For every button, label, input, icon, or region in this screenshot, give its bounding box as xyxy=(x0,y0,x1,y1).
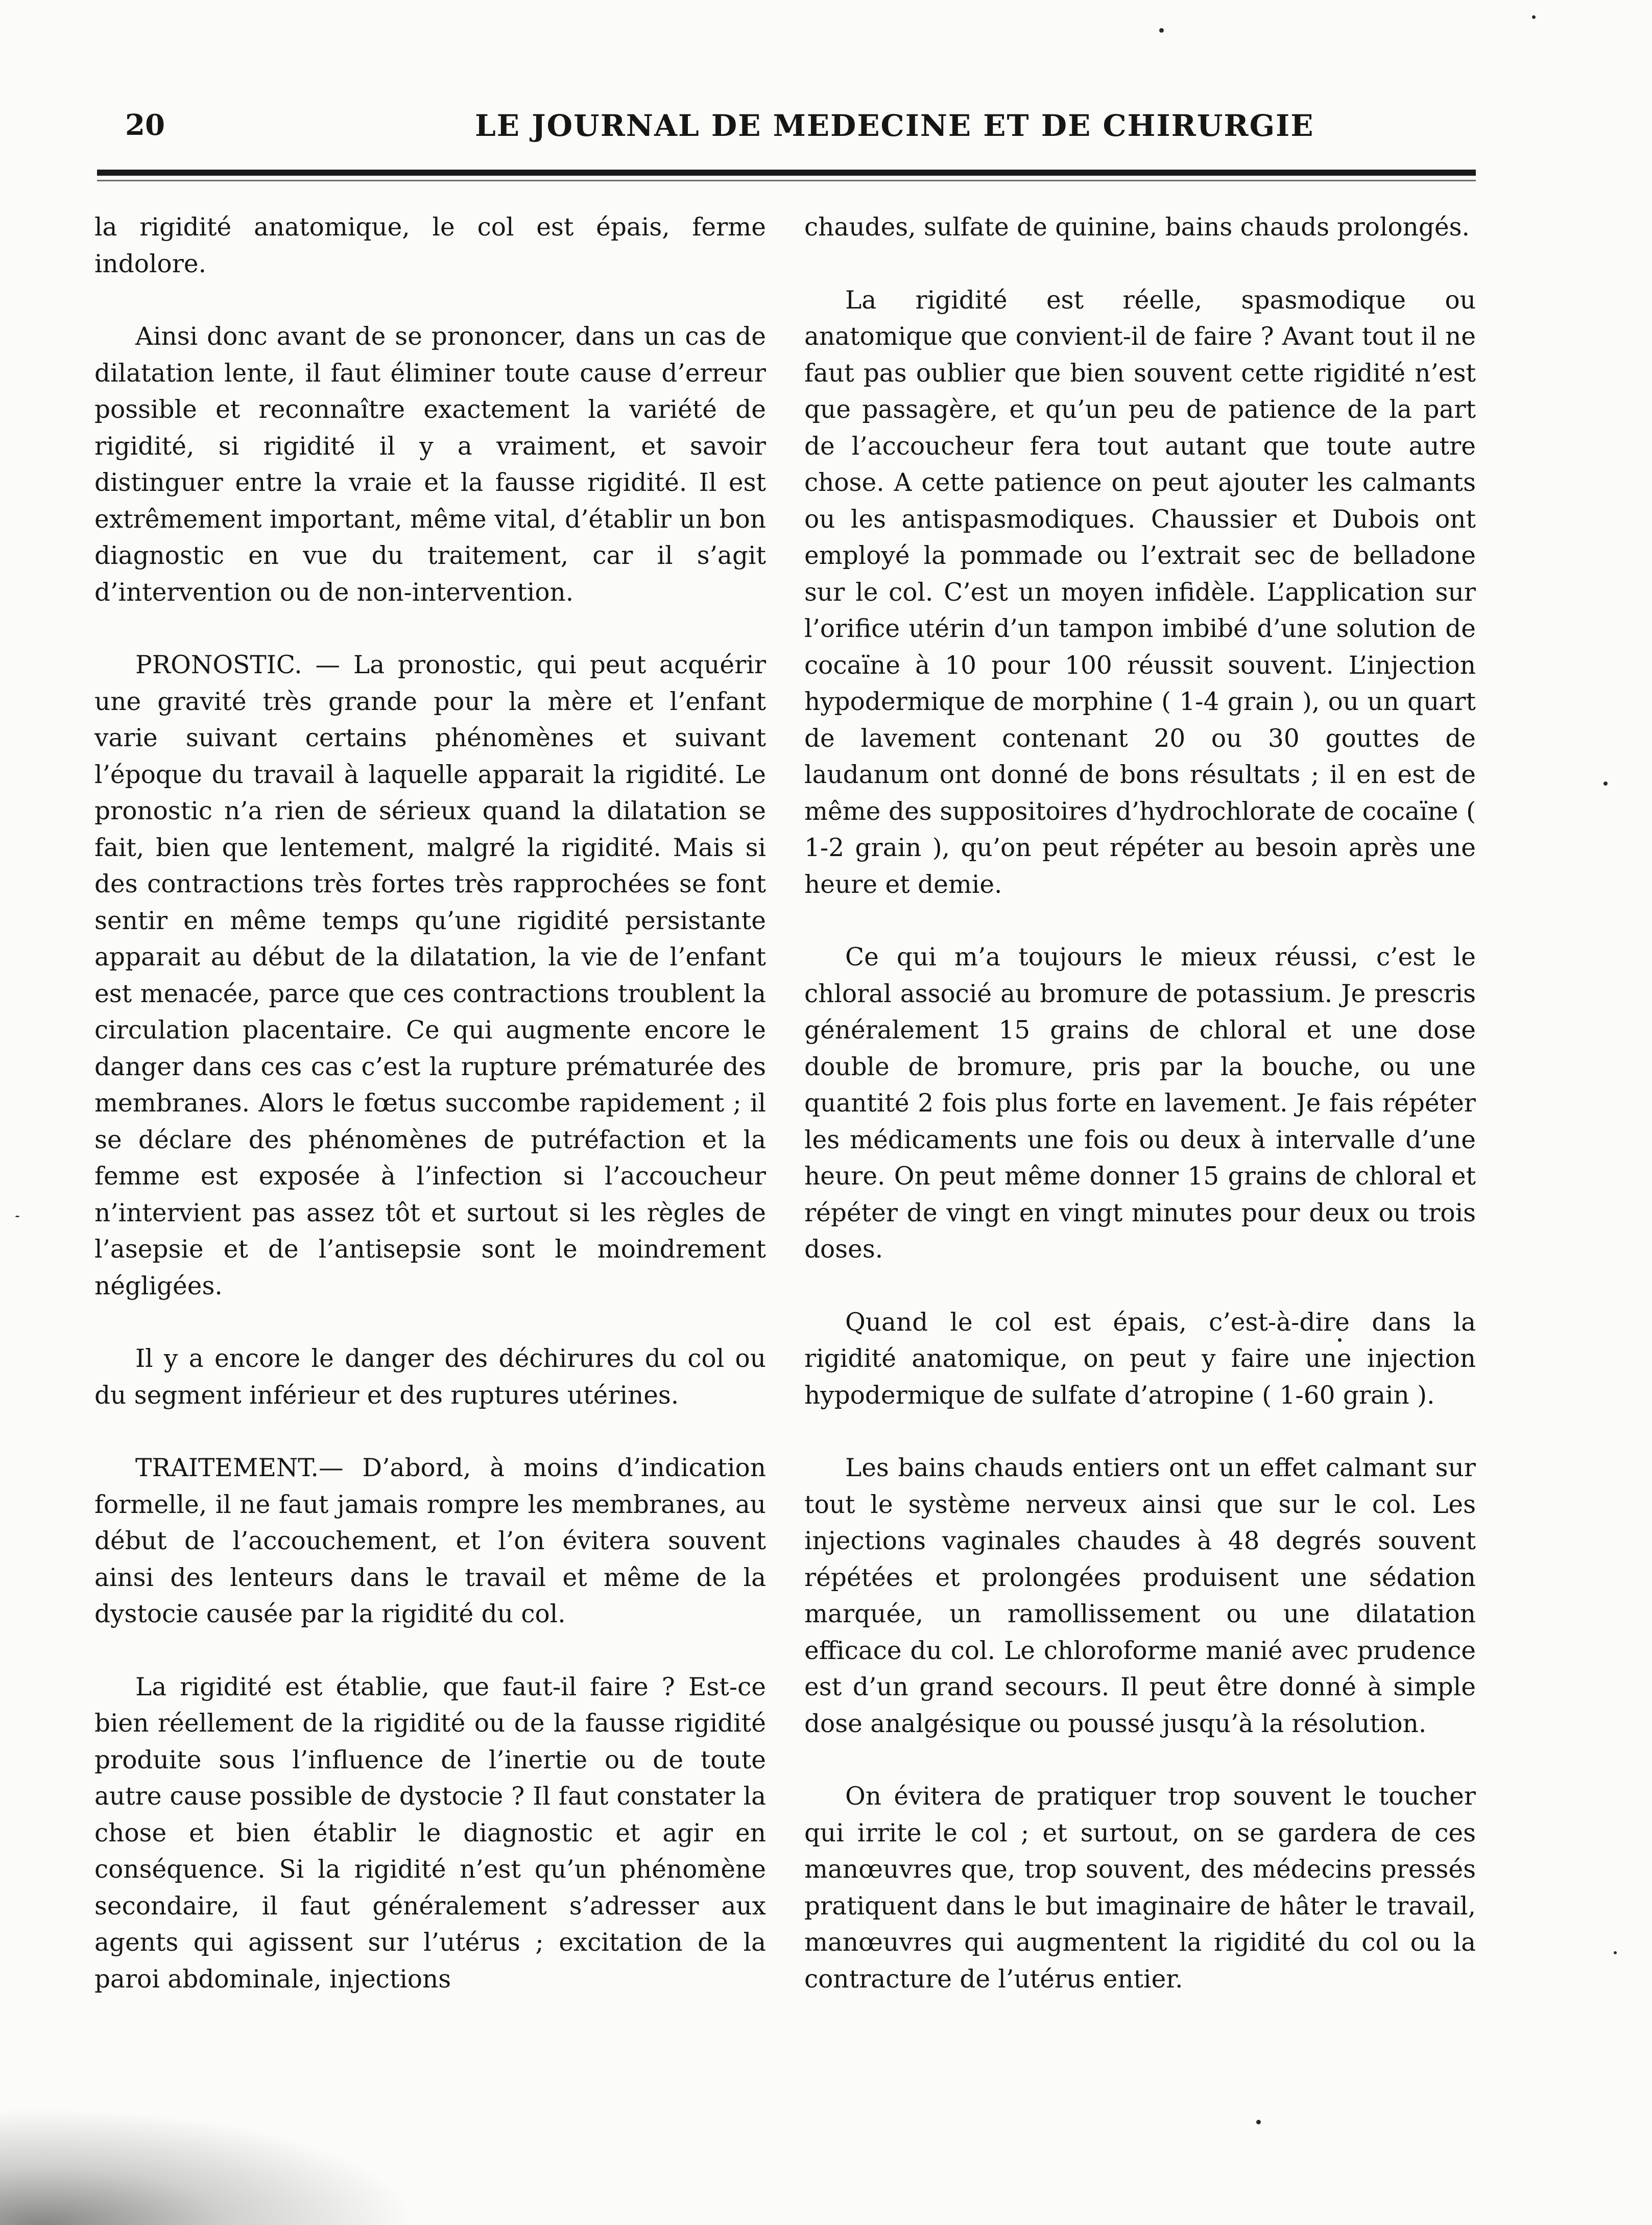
scan-speck xyxy=(1159,28,1164,33)
scan-speck xyxy=(1614,1951,1617,1954)
left-column xyxy=(94,209,766,1998)
right-paragraph-2: La rigidité est réelle, spasmodique ou anatomique que convient-il de faire ? Avant tout il ne faut pas oublier que bien souvent cette rigidité n’est que passagère, et qu’un peu de patience de la part de l’accoucheur fera tout autant que toute autre chose. A cette patience on peut ajouter les calmants ou les antispasmodiques. Chaussier et Dubois ont employé la pommade ou l’extrait sec de belladone sur le col. C’est un moyen infidèle. L’application sur l’orifice utérin d’un tampon imbibé d’une solution de cocaïne à 10 pour 100 réussit souvent. L’injection hypodermique de morphine ( 1-4 grain ), ou un quart de lavement contenant 20 ou 30 gouttes de laudanum ont donné de bons résultats ; il en est de même des suppositoires d’hydrochlorate de cocaïne ( 1-2 grain ), qu’on peut répéter au besoin après une heure et demie. xyxy=(804,286,1476,899)
scan-speck xyxy=(1338,1338,1342,1342)
left-paragraph-traitement: TRAITEMENT.— D’abord, à moins d’indication formelle, il ne faut jamais rompre les membranes, au début de l’accouchement, et l’on évitera souvent ainsi des lenteurs dans le travail et même de la dystocie causée par la rigidité du col. xyxy=(94,1454,766,1628)
left-paragraph-1: la rigidité anatomique, le col est épais, ferme indolore. xyxy=(94,213,766,278)
right-paragraph-4: Quand le col est épais, c’est-à-dire dans la rigidité anatomique, on peut y faire une injection hypodermique de sulfate d’atropine ( 1-60 grain ). xyxy=(804,1308,1476,1410)
right-paragraph-6: On évitera de pratiquer trop souvent le toucher qui irrite le col ; et surtout, on se gardera de ces manœuvres que, trop souvent, des médecins pressés pratiquent dans le but imaginaire de hâter le travail, manœuvres qui augmentent la rigidité du col ou la contracture de l’utérus entier. xyxy=(804,1782,1476,1994)
header-rule xyxy=(97,170,1476,176)
left-paragraph-6: La rigidité est établie, que faut-il faire ? Est-ce bien réellement de la rigidité ou de la fausse rigidité produite sous l’influence de l’inertie ou de toute autre cause possible de dystocie ? Il faut constater la chose et bien établir le diagnostic et agir en conséquence. Si la rigidité n’est qu’un phénomène secondaire, il faut généralement s’adresser aux agents qui agissent sur l’utérus ; excitation de la paroi abdominale, injections xyxy=(94,1672,766,1994)
scan-smudge xyxy=(0,2108,419,2225)
left-paragraph-pronostic: PRONOSTIC. — La pronostic, qui peut acquérir une gravité très grande pour la mère et l’enfant varie suivant certains phénomènes et suivant l’époque du travail à laquelle apparait la rigidité. Le pronostic n’a rien de sérieux quand la dilatation se fait, bien que lentement, malgré la rigidité. Mais si des contractions très fortes très rapprochées se font sentir en même temps qu’une rigidité persistante apparait au début de la dilatation, la vie de l’enfant est menacée, parce que ces contractions troublent la circulation placentaire. Ce qui augmente encore le danger dans ces cas c’est la rupture prématurée des membranes. Alors le fœtus succombe rapidement ; il se déclare des phénomènes de putréfaction et la femme est exposée à l’infection si l’accoucheur n’intervient pas assez tôt et surtout si les règles de l’asepsie et de l’antisepsie sont le moindrement négligées. xyxy=(94,651,766,1300)
header-rule-thin xyxy=(97,180,1476,181)
right-paragraph-1: chaudes, sulfate de quinine, bains chauds prolongés. xyxy=(804,213,1470,242)
journal-title: LE JOURNAL DE MEDECINE ET DE CHIRURGIE xyxy=(475,108,1314,143)
right-paragraph-5: Les bains chauds entiers ont un effet calmant sur tout le système nerveux ainsi que sur le col. Les injections vaginales chaudes à 48 degrés souvent répétées et prolongées produisent une sédation marquée, un ramollissement ou une dilatation efficace du col. Le chloroforme manié avec prudence est d’un grand secours. Il peut être donné à simple dose analgésique ou poussé jusqu’à la résolution. xyxy=(804,1454,1476,1738)
right-column xyxy=(804,209,1476,1998)
scan-speck xyxy=(15,1216,19,1217)
scan-speck xyxy=(1603,782,1608,786)
left-paragraph-2: Ainsi donc avant de se prononcer, dans un cas de dilatation lente, il faut éliminer toute cause d’erreur possible et reconnaître exactement la variété de rigidité, si rigidité il y a vraiment, et savoir distinguer entre la vraie et la fausse rigidité. Il est extrêmement important, même vital, d’établir un bon diagnostic en vue du traitement, car il s’agit d’intervention ou de non-intervention. xyxy=(94,322,766,607)
page-number: 20 xyxy=(125,108,165,142)
scan-speck xyxy=(1532,15,1536,19)
right-paragraph-3: Ce qui m’a toujours le mieux réussi, c’est le chloral associé au bromure de potassium. Je prescris généralement 15 grains de chloral et une dose double de bromure, pris par la bouche, ou une quantité 2 fois plus forte en lavement. Je fais répéter les médicaments une fois ou deux à intervalle d’une heure. On peut même donner 15 grains de chloral et répéter de vingt en vingt minutes pour deux ou trois doses. xyxy=(804,943,1476,1264)
scan-speck xyxy=(1256,2120,1261,2124)
left-paragraph-4: Il y a encore le danger des déchirures du col ou du segment inférieur et des ruptures utérines. xyxy=(94,1344,766,1410)
